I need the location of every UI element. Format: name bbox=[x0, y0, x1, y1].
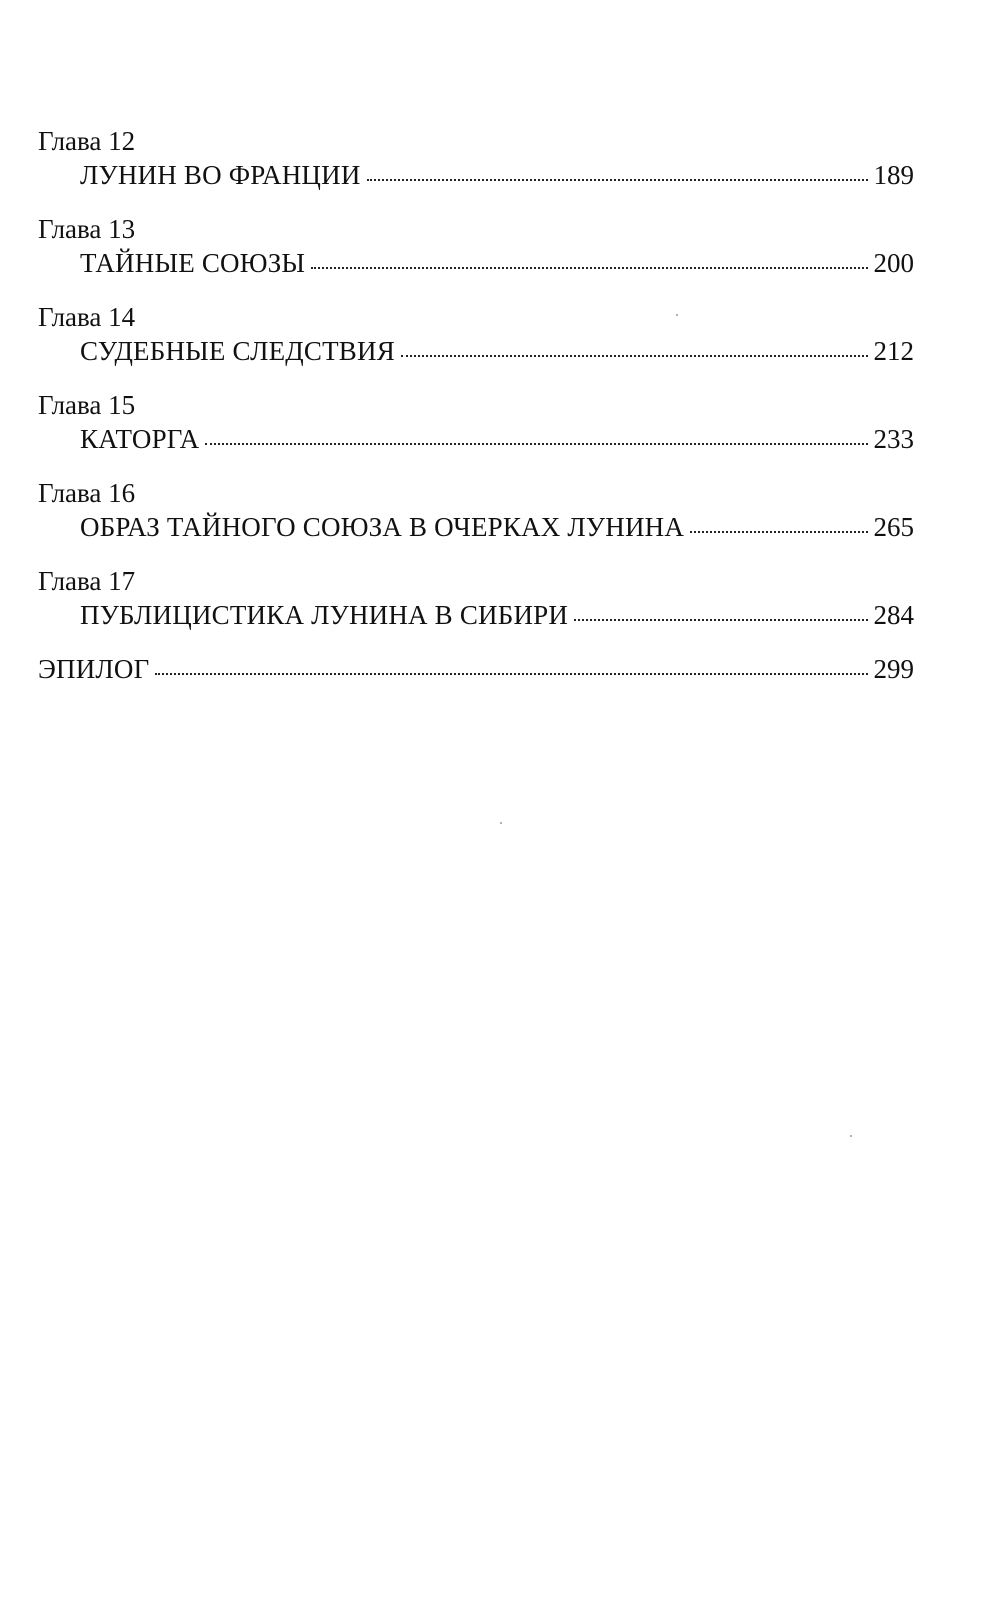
toc-entry[interactable] bbox=[38, 510, 914, 545]
toc-entry[interactable] bbox=[38, 334, 914, 369]
toc-chapter-16 bbox=[38, 476, 914, 545]
chapter-label: Глава 14 bbox=[38, 302, 136, 332]
page-number: 189 bbox=[873, 160, 914, 190]
entry-title: ПУБЛИЦИСТИКА ЛУНИНА В СИБИРИ bbox=[80, 600, 569, 630]
page-number: 233 bbox=[873, 424, 914, 454]
chapter-label: Глава 16 bbox=[38, 478, 136, 508]
dot-leader bbox=[311, 265, 867, 269]
dot-leader bbox=[401, 353, 868, 357]
page-number: 299 bbox=[873, 654, 914, 684]
toc-entry[interactable] bbox=[38, 422, 914, 457]
page-number: 200 bbox=[873, 248, 914, 278]
chapter-label: Глава 15 bbox=[38, 390, 136, 420]
entry-title: СУДЕБНЫЕ СЛЕДСТВИЯ bbox=[80, 336, 395, 366]
entry-title: ТАЙНЫЕ СОЮЗЫ bbox=[80, 248, 306, 278]
page-number: 265 bbox=[873, 512, 914, 542]
entry-title: ЛУНИН ВО ФРАНЦИИ bbox=[80, 160, 361, 190]
entry-title: ОБРАЗ ТАЙНОГО СОЮЗА В ОЧЕРКАХ ЛУНИНА bbox=[80, 512, 685, 542]
toc-entry[interactable] bbox=[38, 598, 914, 633]
toc-entry-epilogue[interactable] bbox=[38, 652, 914, 687]
scan-speck bbox=[500, 822, 502, 824]
dot-leader bbox=[574, 617, 867, 621]
page-number: 284 bbox=[873, 600, 914, 630]
toc-chapter-15 bbox=[38, 388, 914, 457]
scan-speck bbox=[850, 1135, 852, 1137]
entry-title: ЭПИЛОГ bbox=[38, 654, 150, 684]
chapter-label: Глава 12 bbox=[38, 126, 136, 156]
entry-title: КАТОРГА bbox=[80, 424, 200, 454]
toc-chapter-13 bbox=[38, 212, 914, 281]
chapter-label: Глава 17 bbox=[38, 566, 136, 596]
table-of-contents bbox=[38, 124, 914, 706]
toc-entry[interactable] bbox=[38, 246, 914, 281]
toc-chapter-14 bbox=[38, 300, 914, 369]
chapter-label: Глава 13 bbox=[38, 214, 136, 244]
dot-leader bbox=[205, 441, 867, 445]
toc-entry[interactable] bbox=[38, 158, 914, 193]
toc-chapter-12 bbox=[38, 124, 914, 193]
page-number: 212 bbox=[873, 336, 914, 366]
toc-chapter-17 bbox=[38, 564, 914, 633]
dot-leader bbox=[155, 671, 867, 675]
dot-leader bbox=[367, 177, 868, 181]
scan-speck bbox=[676, 314, 678, 316]
dot-leader bbox=[690, 529, 867, 533]
